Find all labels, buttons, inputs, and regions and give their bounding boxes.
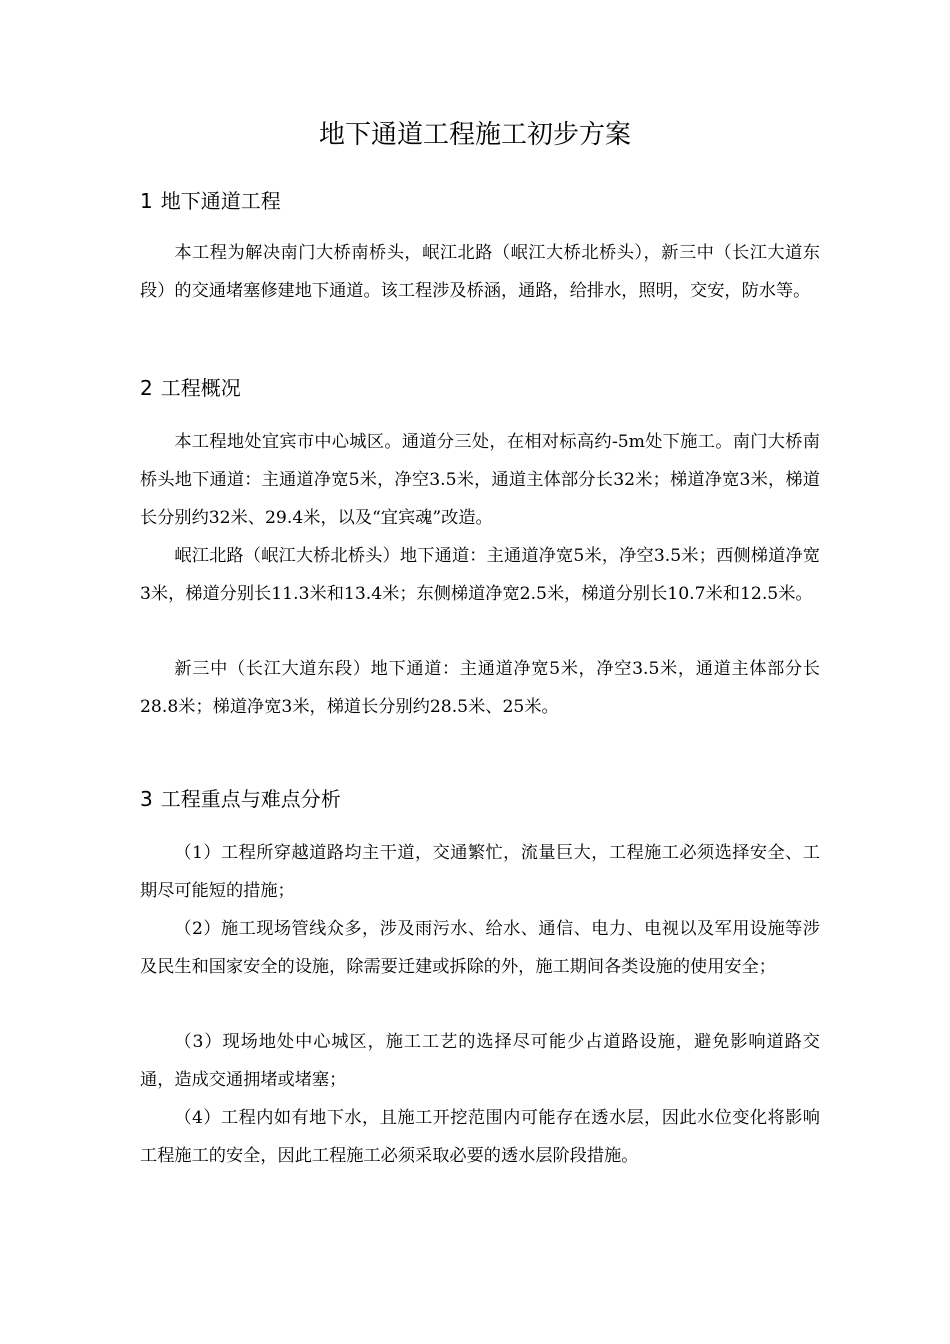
paragraph: （4）工程内如有地下水，且施工开挖范围内可能存在透水层，因此水位变化将影响工程施工的安全，因此工程施工必须采取必要的透水层阶段措施。 [140,1108,820,1166]
paragraph: 本工程地处宜宾市中心城区。通道分三处，在相对标高约-5m处下施工。南门大桥南桥头地下通道：主通道净宽5米，净空3.5米，通道主体部分长32米；梯道净宽3米，梯道长分别约32米、29.4米，以及“宜宾魂”改造。 [140,432,820,528]
section-2-heading [140,373,241,403]
document-title: 地下通道工程施工初步方案 [318,120,631,150]
section-title: 工程重点与难点分析 [160,787,341,811]
paragraph: 岷江北路（岷江大桥北桥头）地下通道：主通道净宽5米，净空3.5米；西侧梯道净宽3米，梯道分别长11.3米和13.4米；东侧梯道净宽2.5米，梯道分别长10.7米和12.5米。 [140,546,820,604]
section-1-heading [140,186,281,216]
paragraph: （1）工程所穿越道路均主干道，交通繁忙，流量巨大，工程施工必须选择安全、工期尽可能短的措施； [140,843,820,901]
section-title: 工程概况 [160,376,241,400]
section-number: 2 [140,376,153,400]
section-number: 3 [140,787,153,811]
paragraph: （2）施工现场管线众多，涉及雨污水、给水、通信、电力、电视以及军用设施等涉及民生和国家安全的设施，除需要迁建或拆除的外，施工期间各类设施的使用安全； [140,919,820,977]
section-3-heading [140,784,341,814]
paragraph: 本工程为解决南门大桥南桥头，岷江北路（岷江大桥北桥头），新三中（长江大道东段）的交通堵塞修建地下通道。该工程涉及桥涵，通路，给排水，照明，交安，防水等。 [140,243,820,301]
paragraph: （3）现场地处中心城区，施工工艺的选择尽可能少占道路设施，避免影响道路交通，造成交通拥堵或堵塞； [140,1032,820,1090]
section-title: 地下通道工程 [160,189,281,213]
section-number: 1 [140,189,153,213]
paragraph: 新三中（长江大道东段）地下通道：主通道净宽5米，净空3.5米，通道主体部分长28.8米；梯道净宽3米，梯道长分别约28.5米、25米。 [140,659,820,717]
